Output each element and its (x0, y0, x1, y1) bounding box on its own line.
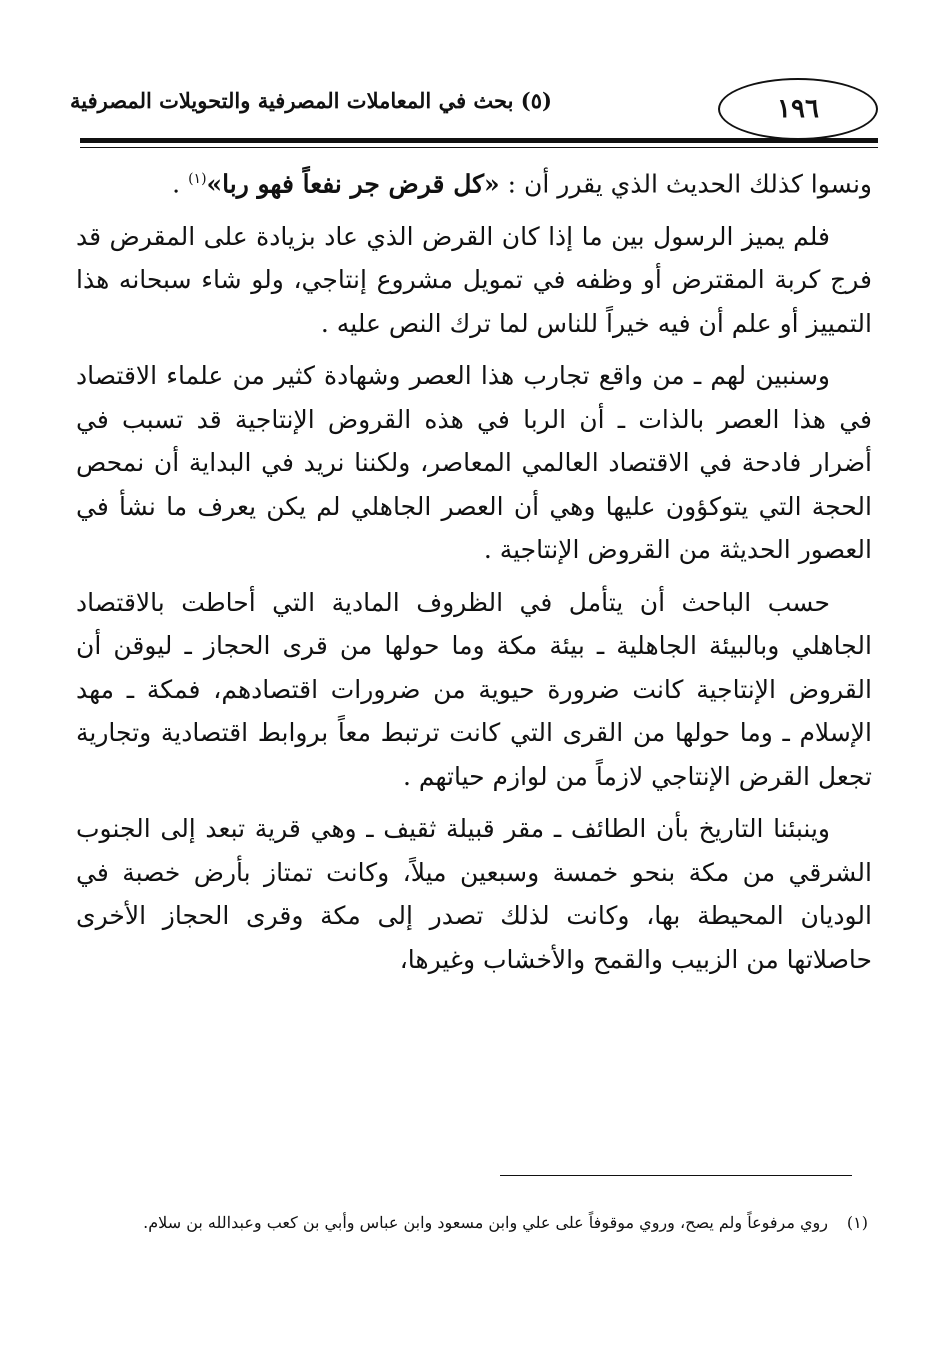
paragraph-1-text: ونسوا كذلك الحديث الذي يقرر أن : (499, 169, 872, 199)
paragraph-2: فلم يميز الرسول بين ما إذا كان القرض الذي عاد بزيادة على المقرض قد فرج كربة المقترض أو وظفه في تمويل مشروع إنتاجي، ولو شاء سبحانه هذا التمييز أو علم أن فيه خيراً للناس لما ترك النص عليه . (76, 221, 872, 338)
hadith-quote: «كل قرض جر نفعاً فهو ربا» (206, 169, 500, 199)
paragraph-1-end: . (172, 169, 189, 199)
page-number: ١٩٦ (718, 78, 878, 140)
paragraph-5: وينبئنا التاريخ بأن الطائف ـ مقر قبيلة ثقيف ـ وهي قرية تبعد إلى الجنوب الشرقي من مكة بنحو خمسة وسبعين ميلاً، وكانت تمتاز بأرض خصبة في الوديان المحيطة بها، وكانت لذلك تصدر إلى مكة وقرى الحجاز الأخرى حاصلاتها من الزبيب والقمح والأخشاب وغيرها، (76, 814, 872, 974)
footnote (76, 1208, 868, 1238)
running-header (70, 78, 878, 146)
header-rule-thin (80, 147, 878, 148)
paragraph-3: وسنبين لهم ـ من واقع تجارب هذا العصر وشهادة كثير من علماء الاقتصاد في هذا العصر بالذات ـ أن الربا في هذه القروض الإنتاجية قد تسبب في أضرار فادحة في الاقتصاد العالمي المعاصر، ولكننا نريد في البداية أن نمحص الحجة التي يتوكؤون عليها وهي أن العصر الجاهلي لم يكن يعرف ما نشأ في العصور الحديثة من القروض الإنتاجية . (76, 361, 872, 565)
header-rule-thick (80, 138, 878, 143)
footnote-text: روي مرفوعاً ولم يصح، وروي موقوفاً على علي وابن مسعود وابن عباس وأبي بن كعب وعبدالله بن سلام. (143, 1213, 828, 1232)
running-title: (٥) بحث في المعاملات المصرفية والتحويلات المصرفية (70, 88, 552, 113)
main-text (76, 158, 872, 990)
paragraph-4: حسب الباحث أن يتأمل في الظروف المادية التي أحاطت بالاقتصاد الجاهلي وبالبيئة الجاهلية ـ بيئة مكة وما حولها من قرى الحجاز ـ ليوقن أن القروض الإنتاجية كانت ضرورة حيوية من ضرورات اقتصادهم، فمكة ـ مهد الإسلام ـ وما حولها من القرى التي كانت ترتبط معاً بروابط اقتصادية وتجارية تجعل القرض الإنتاجي لازماً من لوازم حياتهم . (76, 587, 872, 791)
footnote-mark: (١) (846, 1213, 868, 1232)
footnote-reference[interactable]: (١) (188, 171, 207, 187)
paragraph-1 (76, 158, 872, 206)
footnote-separator (500, 1175, 852, 1176)
